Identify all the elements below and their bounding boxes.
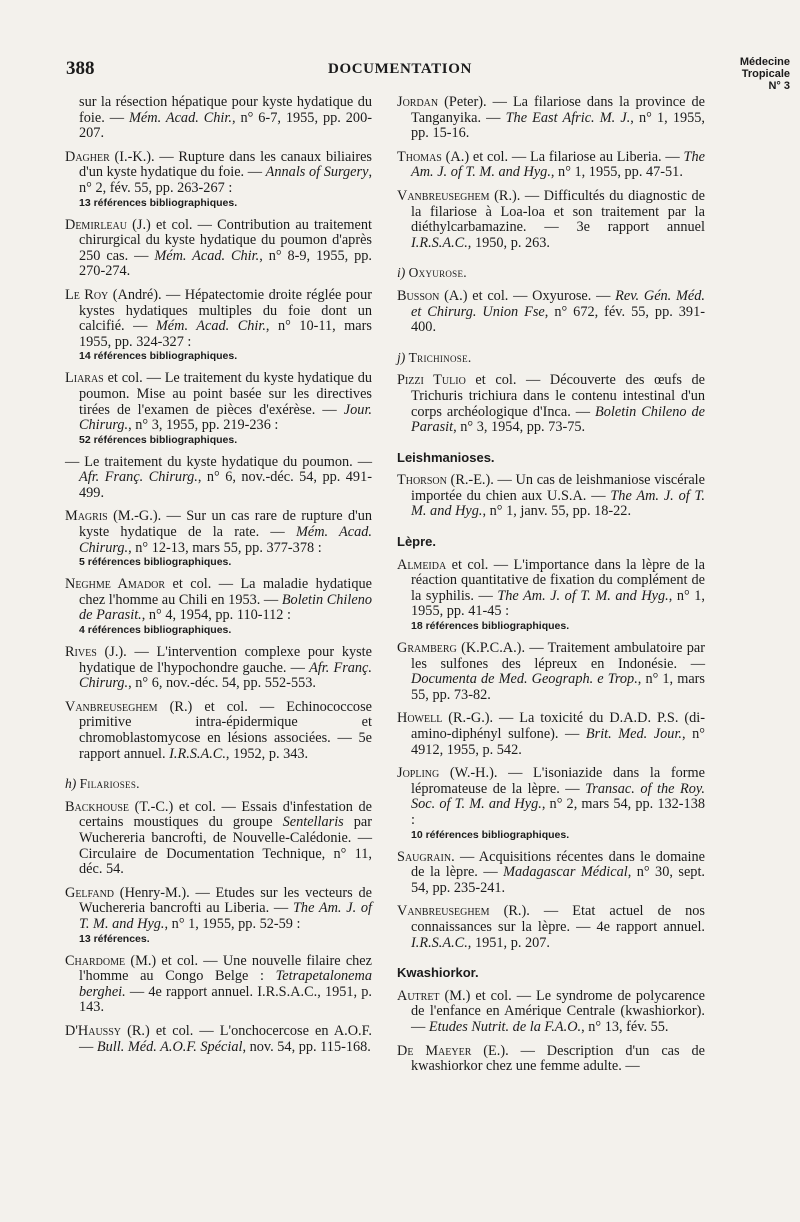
entry-author: Rives bbox=[65, 644, 97, 661]
entry-references-note: 52 références bibliographiques. bbox=[79, 433, 238, 446]
entry-details: , n° 1, 1955, pp. 52-59 : bbox=[164, 915, 301, 932]
entry-text: (R.). — Difficultés du diagnostic de la filariose à Loa-loa et son traitement par la diéthylcarbamazine. — 3e rapport annuel bbox=[411, 187, 705, 236]
entry-author: Magris bbox=[65, 508, 108, 525]
entry-author: Saugrain bbox=[397, 848, 452, 865]
subsection-heading bbox=[397, 350, 705, 366]
entry-source: Sentellaris bbox=[282, 814, 344, 831]
entry-details: , n° 6-7, 1955, pp. 200-207. bbox=[79, 109, 372, 142]
entry-text: (E.). — Description d'un cas de kwashiorkor chez une femme adulte. — bbox=[411, 1042, 705, 1075]
page-header bbox=[0, 0, 800, 100]
entry-source: Mém. Acad. Chir. bbox=[129, 109, 232, 126]
journal-tag-line: Tropicale bbox=[741, 68, 790, 80]
entry-author: Neghme Amador bbox=[65, 576, 166, 593]
entry-details: , 1950, p. 263. bbox=[467, 234, 551, 251]
subsection-label: Oxyurose. bbox=[408, 265, 467, 281]
entry-text: (R.-E.). — Un cas de leishmaniose viscérale importée du chien aux U.S.A. — bbox=[411, 472, 705, 504]
entry-details: , n° 8-9, 1955, pp. 270-274. bbox=[79, 247, 372, 280]
entry-text: (M.-G.). — Sur un cas rare de rupture d'un kyste hydatique de la rate. — bbox=[79, 508, 372, 541]
entry-source: The Am. J. of T. M. and Hyg. bbox=[411, 148, 705, 181]
entry-details: , n° 2, fév. 55, pp. 263-267 : bbox=[79, 164, 373, 196]
entry-text: et col. — La maladie hydatique chez l'homme au Chili en 1953. — bbox=[79, 576, 373, 608]
entry-text: et col. — Découverte des œufs de Trichuris trichiura dans le contenu intestinal d'un corps archéologique d'Inca. — bbox=[411, 372, 705, 420]
entry-author: De Maeyer bbox=[397, 1042, 472, 1059]
bibliography-entry bbox=[397, 189, 705, 251]
entry-author: Vanbreuseghem bbox=[397, 187, 490, 204]
entry-text: (R.) et col. — L'onchocercose en A.O.F. — bbox=[79, 1022, 372, 1055]
entry-source: The Am. J. of T. M. and Hyg. bbox=[411, 487, 706, 520]
entry-author: Gramberg bbox=[397, 640, 457, 657]
bibliography-entry bbox=[397, 904, 705, 951]
bibliography-entry bbox=[397, 711, 705, 758]
bibliography-entry bbox=[397, 95, 705, 142]
entry-source: Mém. Acad. Chirurg. bbox=[79, 524, 373, 556]
bibliography-entry bbox=[65, 700, 372, 762]
entry-text: (André). — Hépatectomie droite réglée pour kystes hydatiques multiples du foie dont un calcifié. — bbox=[79, 286, 372, 335]
entry-details: , n° 1, 1955, pp. 15-16. bbox=[411, 109, 705, 142]
entry-author: Backhouse bbox=[65, 798, 129, 815]
entry-references-note: 18 références bibliographiques. bbox=[411, 620, 570, 633]
bibliography-entry bbox=[397, 150, 705, 181]
entry-details: , n° 2, mars 54, pp. 132-138 : bbox=[411, 796, 706, 828]
bibliography-entry bbox=[397, 850, 705, 897]
entry-author: Chardome bbox=[65, 952, 126, 969]
entry-details: , n° 1, 1955, pp. 41-45 : bbox=[411, 587, 705, 620]
subsection-heading bbox=[397, 265, 705, 281]
entry-details: par Wuchereria bancrofti, de Nouvelle-Calédonie. — Circulaire de Documentation Technique, n° 11, déc. 54. bbox=[79, 814, 372, 878]
entry-source: Mém. Acad. Chir. bbox=[155, 318, 266, 335]
bibliography-entry bbox=[65, 218, 372, 280]
entry-references-note: 13 références bibliographiques. bbox=[79, 196, 238, 209]
entry-text: (A.) et col. — La filariose au Liberia. — bbox=[441, 148, 684, 165]
entry-text: (A.) et col. — Oxyurose. — bbox=[439, 287, 616, 304]
entry-source: The East Afric. M. J. bbox=[505, 109, 631, 126]
entry-source: I.R.S.A.C. bbox=[169, 745, 226, 762]
entry-source: Annals of Surgery bbox=[265, 164, 369, 181]
entry-source: Brit. Med. Jour. bbox=[585, 726, 682, 742]
entry-details: , n° 4, 1954, pp. 110-112 : bbox=[141, 607, 291, 624]
bibliography-entry bbox=[397, 558, 705, 633]
entry-source: Madagascar Médical bbox=[503, 864, 628, 881]
entry-author: Howell bbox=[397, 710, 443, 727]
section-heading: Lèpre. bbox=[397, 534, 437, 550]
subsection-letter: h) bbox=[65, 776, 77, 792]
entry-details: , 1951, p. 207. bbox=[467, 934, 551, 951]
entry-text: (T.-C.) et col. — Essais d'infestation de certains moustiques du groupe bbox=[79, 798, 372, 831]
entry-details: , n° 3, 1955, pp. 219-236 : bbox=[128, 417, 279, 434]
bibliography-entry bbox=[65, 95, 372, 142]
bibliography-entry bbox=[65, 645, 372, 692]
entry-source: Mém. Acad. Chir. bbox=[154, 247, 260, 264]
bibliography-entry bbox=[65, 509, 372, 569]
bibliography-entry bbox=[397, 373, 705, 435]
entry-text: — Le traitement du kyste hydatique du poumon. — bbox=[65, 453, 372, 470]
entry-source: Tetrapetalonema berghei. bbox=[79, 968, 372, 1000]
bibliography-entry bbox=[397, 989, 705, 1036]
entry-source: The Am. J. of T. M. and Hyg. bbox=[497, 587, 669, 604]
entry-details: , n° 6, nov.-déc. 54, pp. 491-499. bbox=[79, 469, 372, 501]
entry-details: , n° 1, 1955, pp. 47-51. bbox=[550, 164, 683, 181]
entry-text: sur la résection hépatique pour kyste hydatique du foie. — bbox=[79, 94, 372, 126]
entry-author: Dagher bbox=[65, 148, 110, 165]
entry-author: Autret bbox=[397, 987, 440, 1004]
entry-text: (M.) et col. — Le syndrome de polycarence de l'enfance en Amérique Centrale (kwashiorkor). — bbox=[411, 987, 705, 1035]
entry-author: Liaras bbox=[65, 370, 104, 387]
subsection-label: Trichinose. bbox=[408, 349, 472, 365]
entry-text: (Henry-M.). — Etudes sur les vecteurs de Wuchereria bancrofti au Liberia. — bbox=[79, 884, 372, 917]
entry-details: , n° 12-13, mars 55, pp. 377-378 : bbox=[128, 539, 322, 556]
bibliography-entry bbox=[65, 577, 372, 637]
running-title: DOCUMENTATION bbox=[328, 61, 472, 77]
bibliography-entry bbox=[397, 1044, 705, 1075]
entry-source: Boletin Chileno de Parasit. bbox=[79, 591, 372, 624]
entry-author: Pizzi Tulio bbox=[397, 372, 466, 389]
entry-author: Thorson bbox=[397, 472, 447, 489]
entry-details: , n° 1, janv. 55, pp. 18-22. bbox=[482, 503, 632, 520]
entry-source: Etudes Nutrit. de la F.A.O. bbox=[428, 1018, 582, 1035]
left-column bbox=[65, 95, 372, 1063]
entry-details: , 1952, p. 343. bbox=[225, 745, 309, 762]
section-heading: Leishmanioses. bbox=[397, 449, 495, 465]
entry-references-note: 5 références bibliographiques. bbox=[79, 556, 232, 569]
entry-author: Almeida bbox=[397, 556, 447, 573]
entry-text: (R.) et col. — Echinococcose primitive intra-épidermique et chromoblastomycose en lésions associées. — 5e rapport annuel. bbox=[79, 698, 372, 762]
entry-text: (M.) et col. — Une nouvelle filaire chez l'homme au Congo Belge : bbox=[79, 952, 372, 985]
entry-source: Afr. Franç. Chirurg. bbox=[79, 469, 198, 486]
entry-author: Demirleau bbox=[65, 216, 127, 233]
entry-text: et col. — Le traitement du kyste hydatique du poumon. Mise au point basée sur les directives tirées de l'examen de pièces d'exérèse. — bbox=[79, 370, 372, 418]
entry-author: D'Haussy bbox=[65, 1022, 122, 1039]
entry-author: Busson bbox=[397, 287, 440, 304]
entry-author: Jopling bbox=[397, 765, 440, 782]
entry-source: Documenta de Med. Geograph. e Trop. bbox=[411, 671, 638, 688]
entry-source: Jour. Chirurg. bbox=[79, 401, 372, 434]
journal-tag bbox=[740, 56, 790, 92]
bibliography-entry bbox=[397, 766, 705, 841]
entry-details: , n° 10-11, mars 1955, pp. 324-327 : bbox=[79, 318, 372, 350]
bibliography-entry bbox=[65, 800, 372, 878]
entry-author: Thomas bbox=[397, 148, 442, 165]
entry-details: , n° 4912, 1955, p. 542. bbox=[411, 726, 705, 758]
bibliography-entry bbox=[65, 150, 372, 210]
subsection-letter: i) bbox=[397, 265, 406, 281]
subsection-heading bbox=[65, 776, 372, 792]
bibliography-entry bbox=[65, 455, 372, 502]
entry-author: Le Roy bbox=[65, 286, 109, 303]
bibliography-entry bbox=[65, 886, 372, 946]
journal-tag-line: N° 3 bbox=[768, 80, 790, 92]
entry-author: Vanbreuseghem bbox=[397, 903, 490, 920]
entry-source: Boletin Chileno de Parasit bbox=[411, 403, 705, 436]
entry-details: , n° 1, mars 55, pp. 73-82. bbox=[411, 671, 705, 703]
entry-source: Transac. of the Roy. Soc. of T. M. and Hyg. bbox=[411, 780, 705, 813]
entry-references-note: 13 références. bbox=[79, 932, 150, 945]
entry-text: . — Acquisitions récentes dans le domaine de la lèpre. — bbox=[411, 848, 705, 881]
entry-references-note: 4 références bibliographiques. bbox=[79, 624, 232, 637]
entry-text: (R.). — Etat actuel de nos connaissances sur la lèpre. — 4e rapport annuel. bbox=[411, 903, 705, 935]
entry-text: (K.P.C.A.). — Traitement ambulatoire par les sulfones des lépreux en Indonésie. — bbox=[411, 640, 705, 672]
entry-references-note: 10 références bibliographiques. bbox=[411, 828, 570, 841]
entry-author: Vanbreuseghem bbox=[65, 698, 158, 715]
entry-details: , nov. 54, pp. 115-168. bbox=[242, 1038, 371, 1055]
subsection-letter: j) bbox=[397, 349, 406, 365]
bibliography-entry bbox=[397, 289, 705, 336]
entry-source: Rev. Gén. Méd. et Chirurg. Union Fse bbox=[411, 287, 705, 320]
entry-details: — 4e rapport annuel. I.R.S.A.C., 1951, p. 143. bbox=[79, 983, 372, 1016]
entry-source: Afr. Franç. Chirurg. bbox=[79, 659, 372, 692]
entry-source: I.R.S.A.C. bbox=[411, 934, 468, 951]
bibliography-entry bbox=[397, 641, 705, 703]
entry-details: , n° 6, nov.-déc. 54, pp. 552-553. bbox=[128, 675, 316, 692]
entry-text: (Peter). — La filariose dans la province de Tanganyika. — bbox=[411, 94, 705, 126]
entry-source: The Am. J. of T. M. and Hyg. bbox=[79, 900, 372, 932]
bibliography-entry bbox=[397, 473, 705, 520]
bibliography-entry bbox=[65, 1024, 372, 1055]
section-heading: Kwashiorkor. bbox=[397, 965, 479, 981]
entry-source: I.R.S.A.C. bbox=[411, 234, 468, 251]
page-number: 388 bbox=[66, 58, 95, 79]
subsection-label: Filarioses. bbox=[79, 776, 140, 792]
journal-tag-line: Médecine bbox=[739, 56, 790, 68]
bibliography-entry bbox=[65, 954, 372, 1016]
entry-text: (I.-K.). — Rupture dans les canaux biliaires d'un kyste hydatique du foie. — bbox=[79, 148, 372, 181]
entry-details: , n° 30, sept. 54, pp. 235-241. bbox=[411, 864, 705, 896]
entry-details: , n° 13, fév. 55. bbox=[581, 1018, 669, 1035]
entry-details: , n° 3, 1954, pp. 73-75. bbox=[453, 419, 586, 436]
bibliography-entry bbox=[65, 371, 372, 446]
entry-text: (W.-H.). — L'isoniazide dans la forme lépromateuse de la lèpre. — bbox=[411, 765, 705, 797]
entry-details: , n° 672, fév. 55, pp. 391-400. bbox=[411, 303, 705, 336]
entry-text: (J.). — L'intervention complexe pour kyste hydatique de l'hypochondre gauche. — bbox=[79, 644, 372, 676]
entry-author: Jordan bbox=[397, 94, 439, 110]
right-column bbox=[397, 95, 705, 1083]
bibliography-entry bbox=[65, 288, 372, 363]
entry-text: (J.) et col. — Contribution au traitement chirurgical du kyste hydatique du poumon d'après 250 cas. — bbox=[79, 216, 372, 264]
entry-references-note: 14 références bibliographiques. bbox=[79, 350, 238, 363]
entry-text: et col. — L'importance dans la lèpre de la réaction quantitative de fixation du complément de la syphilis. — bbox=[411, 556, 705, 604]
entry-source: Bull. Méd. A.O.F. Spécial bbox=[96, 1038, 243, 1055]
entry-text: (R.-G.). — La toxicité du D.A.D. P.S. (di-amino-diphényl sulfone). — bbox=[411, 710, 705, 742]
entry-author: Gelfand bbox=[65, 884, 115, 901]
